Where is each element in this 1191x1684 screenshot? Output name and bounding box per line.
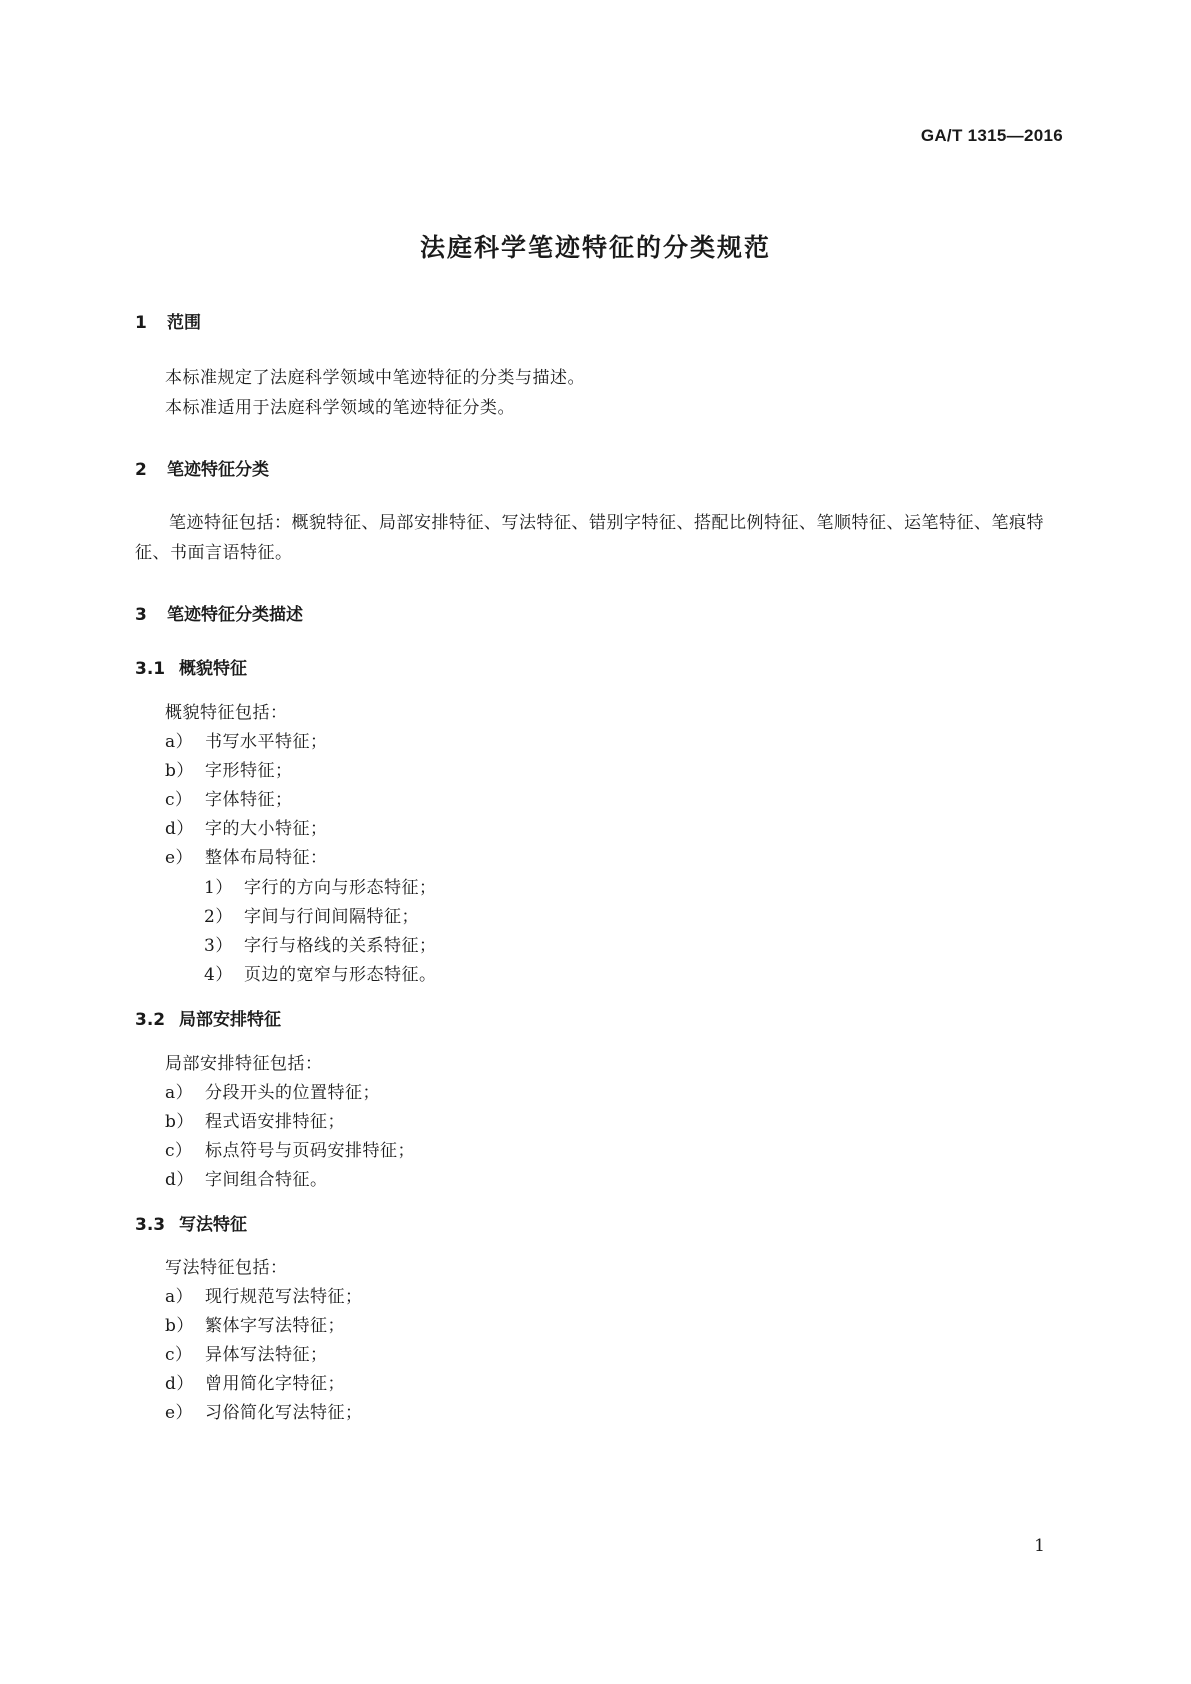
sub-list-item <box>204 873 437 898</box>
list-item <box>165 727 328 752</box>
item-text: 繁体字写法特征； <box>205 1316 345 1336</box>
section-title: 范围 <box>167 313 201 333</box>
subsection-3-1-heading <box>135 654 247 679</box>
list-intro: 局部安排特征包括： <box>165 1054 323 1074</box>
item-text: 现行规范写法特征； <box>205 1287 363 1307</box>
item-text: 页边的宽窄与形态特征。 <box>244 965 437 985</box>
section-number: 3 <box>135 605 147 625</box>
paragraph: 本标准规定了法庭科学领域中笔迹特征的分类与描述。 <box>165 368 585 388</box>
section-title: 笔迹特征分类 <box>167 460 269 480</box>
item-text: 字形特征； <box>205 761 293 781</box>
item-text: 字间组合特征。 <box>205 1170 328 1190</box>
item-label: b） <box>165 1316 194 1336</box>
item-text: 分段开头的位置特征； <box>205 1083 380 1103</box>
subsection-3-3-heading <box>135 1210 247 1235</box>
item-label: 3） <box>204 936 233 956</box>
list-item <box>165 785 293 810</box>
item-label: c） <box>165 790 193 810</box>
list-item <box>165 756 293 781</box>
paragraph: 本标准适用于法庭科学领域的笔迹特征分类。 <box>165 398 515 418</box>
list-item <box>165 1136 415 1161</box>
section-title: 写法特征 <box>179 1215 247 1235</box>
list-item <box>165 1369 345 1394</box>
item-label: b） <box>165 761 194 781</box>
section-title: 概貌特征 <box>179 659 247 679</box>
paragraph: 笔迹特征包括：概貌特征、局部安排特征、写法特征、错别字特征、搭配比例特征、笔顺特征、运笔特征、笔痕特征、书面言语特征。 <box>135 513 1044 563</box>
item-label: d） <box>165 1374 194 1394</box>
item-label: c） <box>165 1141 193 1161</box>
list-item <box>165 1340 328 1365</box>
subsection-3-2-heading <box>135 1005 281 1030</box>
sub-list-item <box>204 960 437 985</box>
section-number: 3.1 <box>135 659 166 679</box>
list-item <box>165 1398 363 1423</box>
list-intro: 概貌特征包括： <box>165 703 288 723</box>
item-text: 异体写法特征； <box>205 1345 328 1365</box>
item-text: 书写水平特征； <box>205 732 328 752</box>
section-title: 笔迹特征分类描述 <box>167 605 303 625</box>
section-number: 3.3 <box>135 1215 166 1235</box>
list-item <box>165 1165 328 1190</box>
list-item <box>165 1078 380 1103</box>
section-2-heading <box>135 455 269 480</box>
list-item <box>165 1311 345 1336</box>
item-label: a） <box>165 1083 194 1103</box>
page-number: 1 <box>1034 1536 1045 1556</box>
list-item <box>165 814 328 839</box>
list-intro: 写法特征包括： <box>165 1258 288 1278</box>
section-number: 2 <box>135 460 147 480</box>
standard-code: GA/T 1315—2016 <box>920 126 1063 145</box>
item-text: 曾用简化字特征； <box>205 1374 345 1394</box>
item-label: 1） <box>204 878 233 898</box>
item-text: 字行的方向与形态特征； <box>244 878 437 898</box>
item-label: d） <box>165 819 194 839</box>
item-text: 字的大小特征； <box>205 819 328 839</box>
item-label: b） <box>165 1112 194 1132</box>
item-label: a） <box>165 732 194 752</box>
section-number: 1 <box>135 313 147 333</box>
sub-list-item <box>204 902 419 927</box>
item-text: 标点符号与页码安排特征； <box>205 1141 415 1161</box>
sub-list-item <box>204 931 437 956</box>
document-title: 法庭科学笔迹特征的分类规范 <box>419 233 771 262</box>
list-item <box>165 1282 363 1307</box>
item-text: 字行与格线的关系特征； <box>244 936 437 956</box>
section-number: 3.2 <box>135 1010 166 1030</box>
item-text: 习俗简化写法特征； <box>205 1403 363 1423</box>
list-item <box>165 1107 345 1132</box>
section-title: 局部安排特征 <box>179 1010 281 1030</box>
section-1-heading <box>135 308 201 333</box>
item-label: a） <box>165 1287 194 1307</box>
item-text: 整体布局特征： <box>205 848 328 868</box>
item-text: 程式语安排特征； <box>205 1112 345 1132</box>
item-label: c） <box>165 1345 193 1365</box>
item-label: d） <box>165 1170 194 1190</box>
item-label: 4） <box>204 965 233 985</box>
item-text: 字体特征； <box>205 790 293 810</box>
item-text: 字间与行间间隔特征； <box>244 907 419 927</box>
section-3-heading <box>135 600 303 625</box>
item-label: 2） <box>204 907 233 927</box>
item-label: e） <box>165 848 194 868</box>
list-item <box>165 843 328 868</box>
item-label: e） <box>165 1403 194 1423</box>
